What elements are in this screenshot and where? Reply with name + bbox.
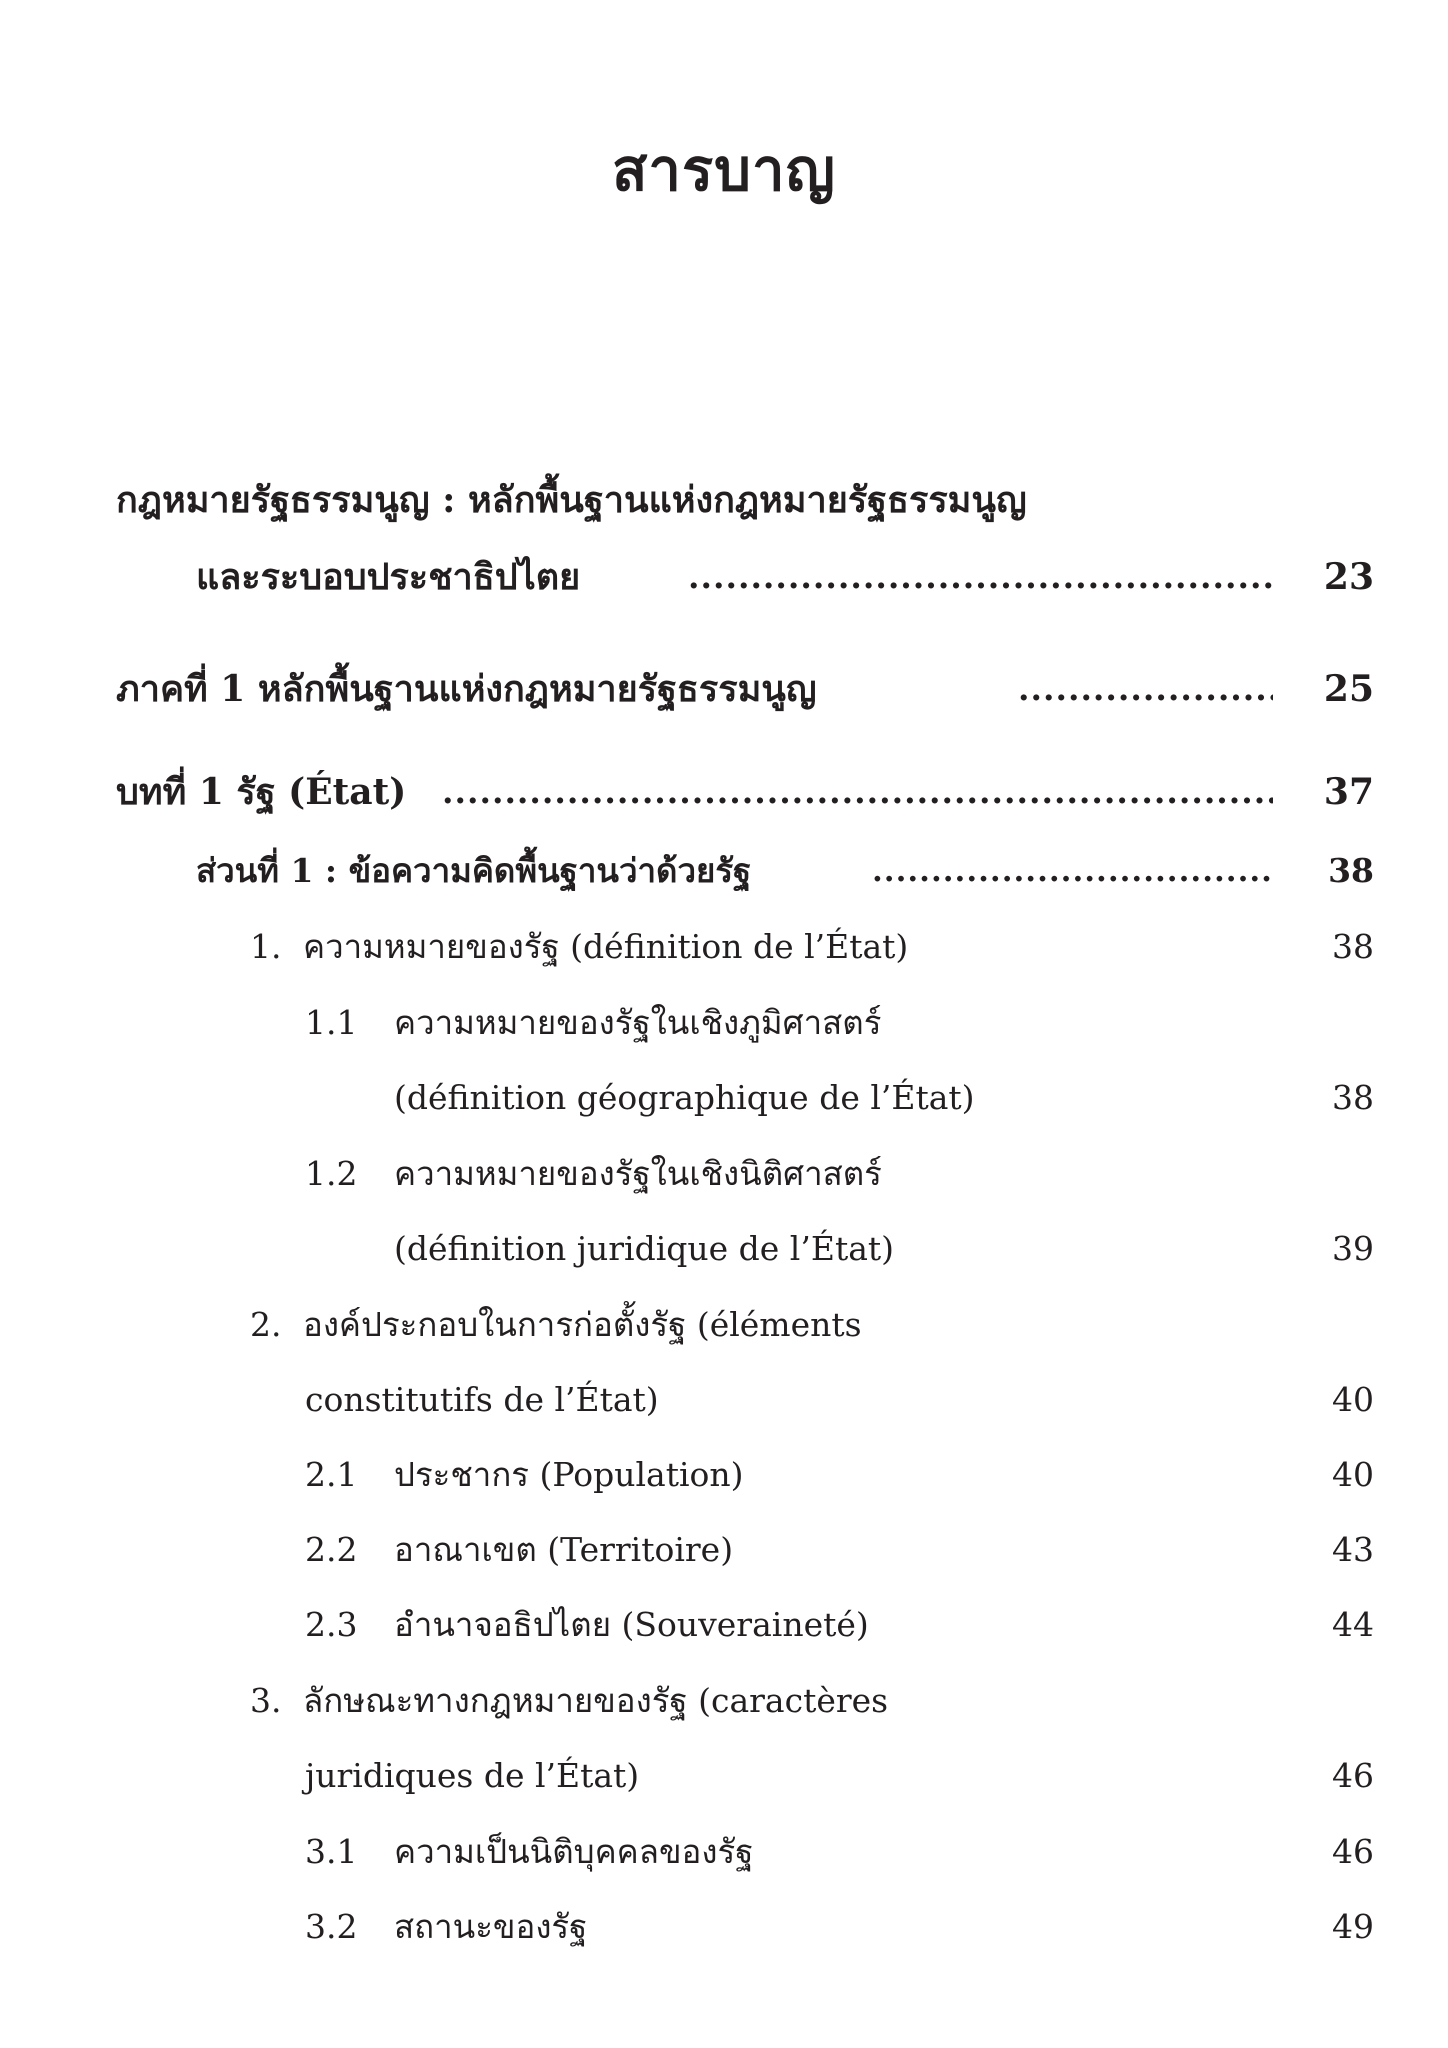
toc-page-number: 38	[1332, 1078, 1374, 1117]
toc-page-number: 37	[1323, 771, 1374, 813]
toc-entry-text: ลักษณะทางกฎหมายของรัฐ (caractères	[303, 1681, 889, 1720]
toc-page-number: 38	[1332, 927, 1374, 966]
toc-page-number: 46	[1332, 1756, 1374, 1795]
toc-item-number: 2.	[250, 1305, 282, 1344]
toc-entry-text: (définition juridique de l’État)	[394, 1229, 895, 1268]
toc-item-number: 3.2	[305, 1907, 358, 1946]
dot-leader	[872, 841, 1273, 901]
toc-page-number: 46	[1332, 1832, 1374, 1871]
toc-entry-text: ภาคที่ 1 หลักพื้นฐานแห่งกฎหมายรัฐธรรมนูญ	[116, 668, 817, 710]
toc-entry-text: สถานะของรัฐ	[394, 1907, 588, 1946]
toc-entry-text: ความหมายของรัฐในเชิงภูมิศาสตร์	[394, 1003, 882, 1042]
dot-leader	[442, 762, 1273, 822]
toc-entry-text: บทที่ 1 รัฐ (État)	[116, 771, 407, 813]
toc-page-number: 40	[1332, 1455, 1374, 1494]
toc-page-number: 23	[1323, 556, 1374, 598]
dot-leader	[1018, 659, 1273, 719]
toc-page-number: 38	[1328, 851, 1374, 890]
toc-item-number: 2.3	[305, 1605, 358, 1644]
toc-entry-text: ส่วนที่ 1 : ข้อความคิดพื้นฐานว่าด้วยรัฐ	[196, 851, 752, 890]
toc-item-number: 1.2	[305, 1154, 358, 1193]
toc-entry-text: ความหมายของรัฐ (définition de l’État)	[303, 927, 909, 966]
toc-entry-text: อาณาเขต (Territoire)	[394, 1530, 734, 1569]
toc-item-number: 2.1	[305, 1455, 358, 1494]
toc-entry-text: ประชากร (Population)	[394, 1455, 744, 1494]
toc-item-number: 1.	[250, 927, 282, 966]
toc-page-number: 43	[1332, 1530, 1374, 1569]
toc-item-number: 3.1	[305, 1832, 358, 1871]
toc-entry-text: ความเป็นนิติบุคคลของรัฐ	[394, 1832, 754, 1871]
toc-page-number: 40	[1332, 1380, 1374, 1419]
toc-page-number: 49	[1332, 1907, 1374, 1946]
toc-entry-text: juridiques de l’État)	[305, 1756, 640, 1795]
toc-entry-text: constitutifs de l’État)	[305, 1380, 659, 1419]
dot-leader	[688, 547, 1273, 607]
toc-entry-text: และระบอบประชาธิปไตย	[196, 556, 581, 598]
toc-page-number: 39	[1332, 1229, 1374, 1268]
toc-entry-text: อำนาจอธิปไตย (Souveraineté)	[394, 1605, 869, 1644]
toc-item-number: 1.1	[305, 1003, 358, 1042]
toc-entry-text: (définition géographique de l’État)	[394, 1078, 975, 1117]
toc-page-number: 44	[1332, 1605, 1374, 1644]
toc-entry-text: องค์ประกอบในการก่อตั้งรัฐ (éléments	[303, 1305, 862, 1344]
page-title: สารบาญ	[612, 136, 836, 204]
toc-entry-text: ความหมายของรัฐในเชิงนิติศาสตร์	[394, 1154, 882, 1193]
toc-item-number: 2.2	[305, 1530, 358, 1569]
toc-item-number: 3.	[250, 1681, 282, 1720]
toc-page-number: 25	[1323, 668, 1374, 710]
toc-entry-text: กฎหมายรัฐธรรมนูญ : หลักพื้นฐานแห่งกฎหมายรัฐธรรมนูญ	[116, 479, 1027, 521]
